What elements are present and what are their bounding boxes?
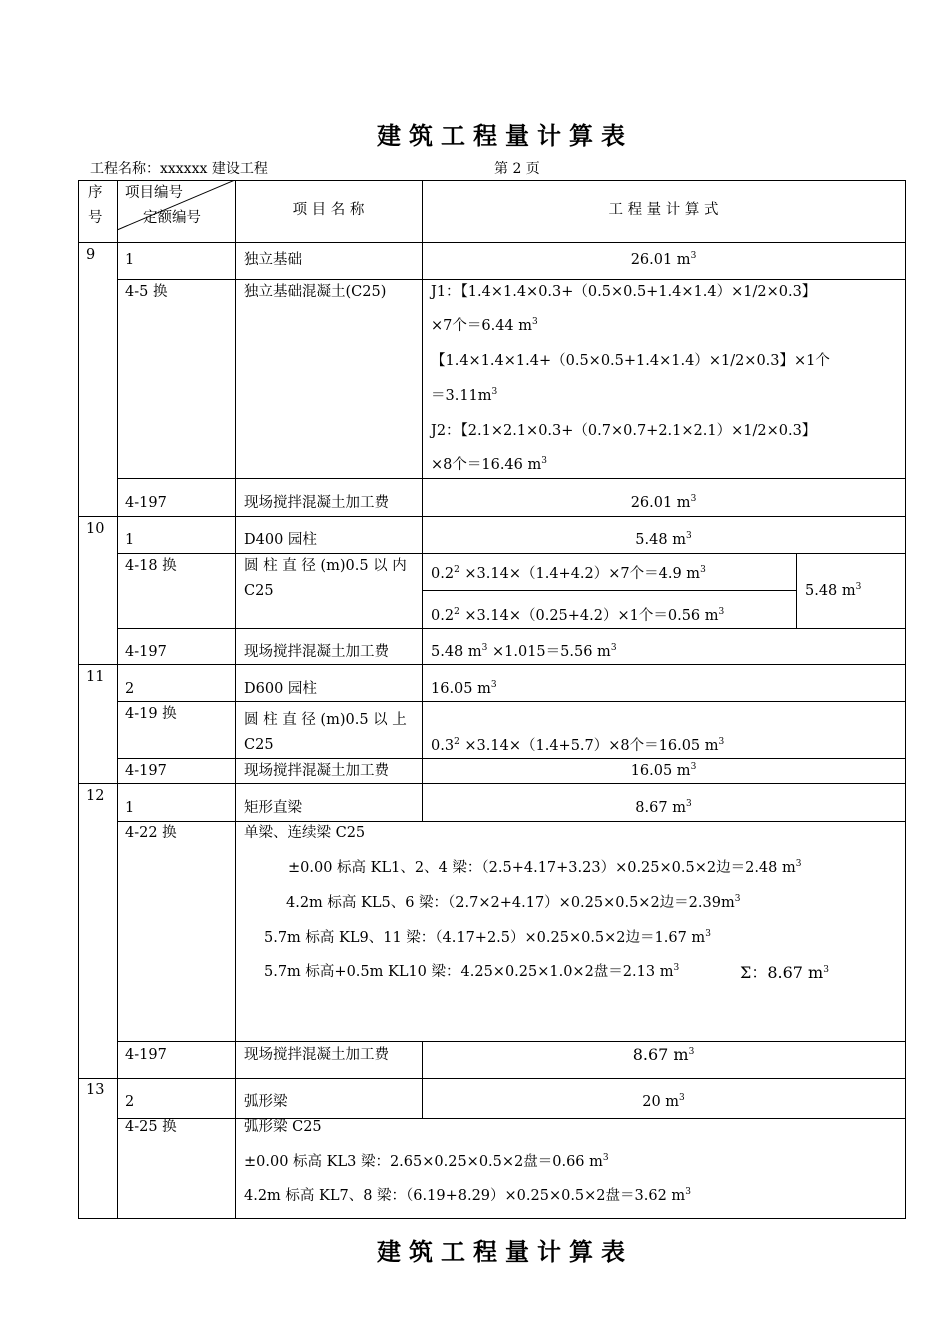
quota-code: 4-25 换 [125,1119,177,1135]
item-code: 1 [125,800,135,816]
quota-name: 现场搅拌混凝土加工费 [244,1047,389,1063]
item-quantity: 8.67 $m^3$ [635,799,692,816]
seq-number: 13 [86,1082,105,1098]
seq-number: 9 [86,247,96,263]
quota-name-2: C25 [244,583,274,599]
quota-code: 4-197 [125,1047,167,1063]
seq-number: 10 [86,521,105,537]
item-quantity: 20 $m^3$ [642,1093,685,1110]
formula-line: 4.2m 标高 KL7、8 梁：（6.19+8.29）×0.25×0.5×2盘＝3.62 $m^3$ [244,1187,691,1204]
quota-code: 4-197 [125,644,167,660]
item-name: D400 园柱 [244,532,317,548]
item-quantity: 16.05 $m^3$ [431,680,497,697]
formula-line: ×8个＝16.46 $m^3$ [431,456,547,473]
quota-name: 独立基础混凝土(C25) [244,284,387,300]
formula-line: 弧形梁 C25 [244,1119,322,1135]
formula-line: $0.3^2 \times 3.14\times(1.4+5.7)\times 8$个＝16.05 $m^3$ [431,737,725,754]
item-code: 2 [125,1094,135,1110]
item-code: 2 [125,681,135,697]
item-quantity: 8.67 $m^3$ [632,1045,695,1064]
formula-line: 单梁、连续梁 C25 [244,825,366,841]
quota-code: 4-197 [125,763,167,779]
formula-line: 4.2m 标高 KL5、6 梁：（2.7×2+4.17）×0.25×0.5×2边$=2.39m^3$ [286,894,741,911]
quota-code: 4-18 换 [125,558,177,574]
formula-line: J1：【1.4×1.4×0.3+（0.5×0.5+1.4×1.4）×1/2×0.3】 [431,284,817,300]
formula-line: 5.7m 标高+0.5m KL10 梁：4.25×0.25×1.0×2盘＝2.13 $m^3$ [264,963,680,980]
quota-name: 圆 柱 直 径 (m)0.5 以 上 [244,712,407,728]
header-formula: 工 程 量 计 算 式 [608,202,719,218]
quota-name: 现场搅拌混凝土加工费 [244,763,389,779]
item-name: 弧形梁 [244,1094,288,1110]
header-item-code: 项目编号 [125,185,183,201]
quota-code: 4-5 换 [125,284,168,300]
header-seq-2: 号 [88,210,103,226]
item-code: 1 [125,252,135,268]
quota-name-2: C25 [244,737,274,753]
quota-name: 圆 柱 直 径 (m)0.5 以 内 [244,558,407,574]
formula-line: $0.2^2 \times 3.14\times(1.4+4.2)\times 7$个＝4.9 $m^3$ [431,565,706,582]
quota-name: 现场搅拌混凝土加工费 [244,495,389,511]
seq-number: 11 [86,669,105,685]
item-name: 独立基础 [244,252,302,268]
seq-number: 12 [86,788,105,804]
item-quantity: 5.48 $m^3$ [635,531,692,548]
item-quantity: 26.01 $m^3$ [630,494,697,511]
quota-code: 4-22 换 [125,825,177,841]
item-quantity: 26.01 $m^3$ [630,251,697,268]
formula-line: ±0.00 标高 KL3 梁：2.65×0.25×0.5×2盘＝0.66 $m^3$ [244,1153,609,1170]
item-quantity: 16.05 $m^3$ [630,762,697,779]
formula-line: ±0.00 标高 KL1、2、4 梁：（2.5+4.17+3.23）×0.25×0.5×2边＝2.48 $m^3$ [288,859,802,876]
formula-line: ×7个＝6.44 $m^3$ [431,317,538,334]
header-quota-code: 定额编号 [143,210,201,226]
formula-line: 【1.4×1.4×1.4+（0.5×0.5+1.4×1.4）×1/2×0.3】×1个 [431,353,830,369]
quota-code: 4-19 换 [125,706,177,722]
quota-code: 4-197 [125,495,167,511]
header-seq: 序 [88,185,103,201]
next-page-title: 建筑工程量计算表 [377,1238,633,1266]
quota-name: 现场搅拌混凝土加工费 [244,644,389,660]
formula-line: 5.48 $m^3 \times 1.015=5.56$ $m^3$ [431,643,617,660]
page-number: 第 2 页 [494,161,540,177]
formula-line: $0.2^2 \times 3.14\times(0.25+4.2)\times 1$个＝0.56 $m^3$ [431,607,725,624]
header-name: 项 目 名 称 [292,202,365,218]
page-title: 建筑工程量计算表 [377,122,633,150]
formula-line: $=3.11m^3$ [431,387,498,404]
project-name: 工程名称：xxxxxx 建设工程 [90,161,268,177]
sum-total: Σ：8.67 $m^3$ [740,963,829,982]
formula-line: 5.7m 标高 KL9、11 梁：（4.17+2.5）×0.25×0.5×2边＝1.67 $m^3$ [264,929,711,946]
formula-line: J2：【2.1×2.1×0.3+（0.7×0.7+2.1×2.1）×1/2×0.3】 [431,423,817,439]
item-name: D600 园柱 [244,681,317,697]
subtotal: 5.48 $m^3$ [805,582,862,599]
item-code: 1 [125,532,135,548]
item-name: 矩形直梁 [244,800,302,816]
